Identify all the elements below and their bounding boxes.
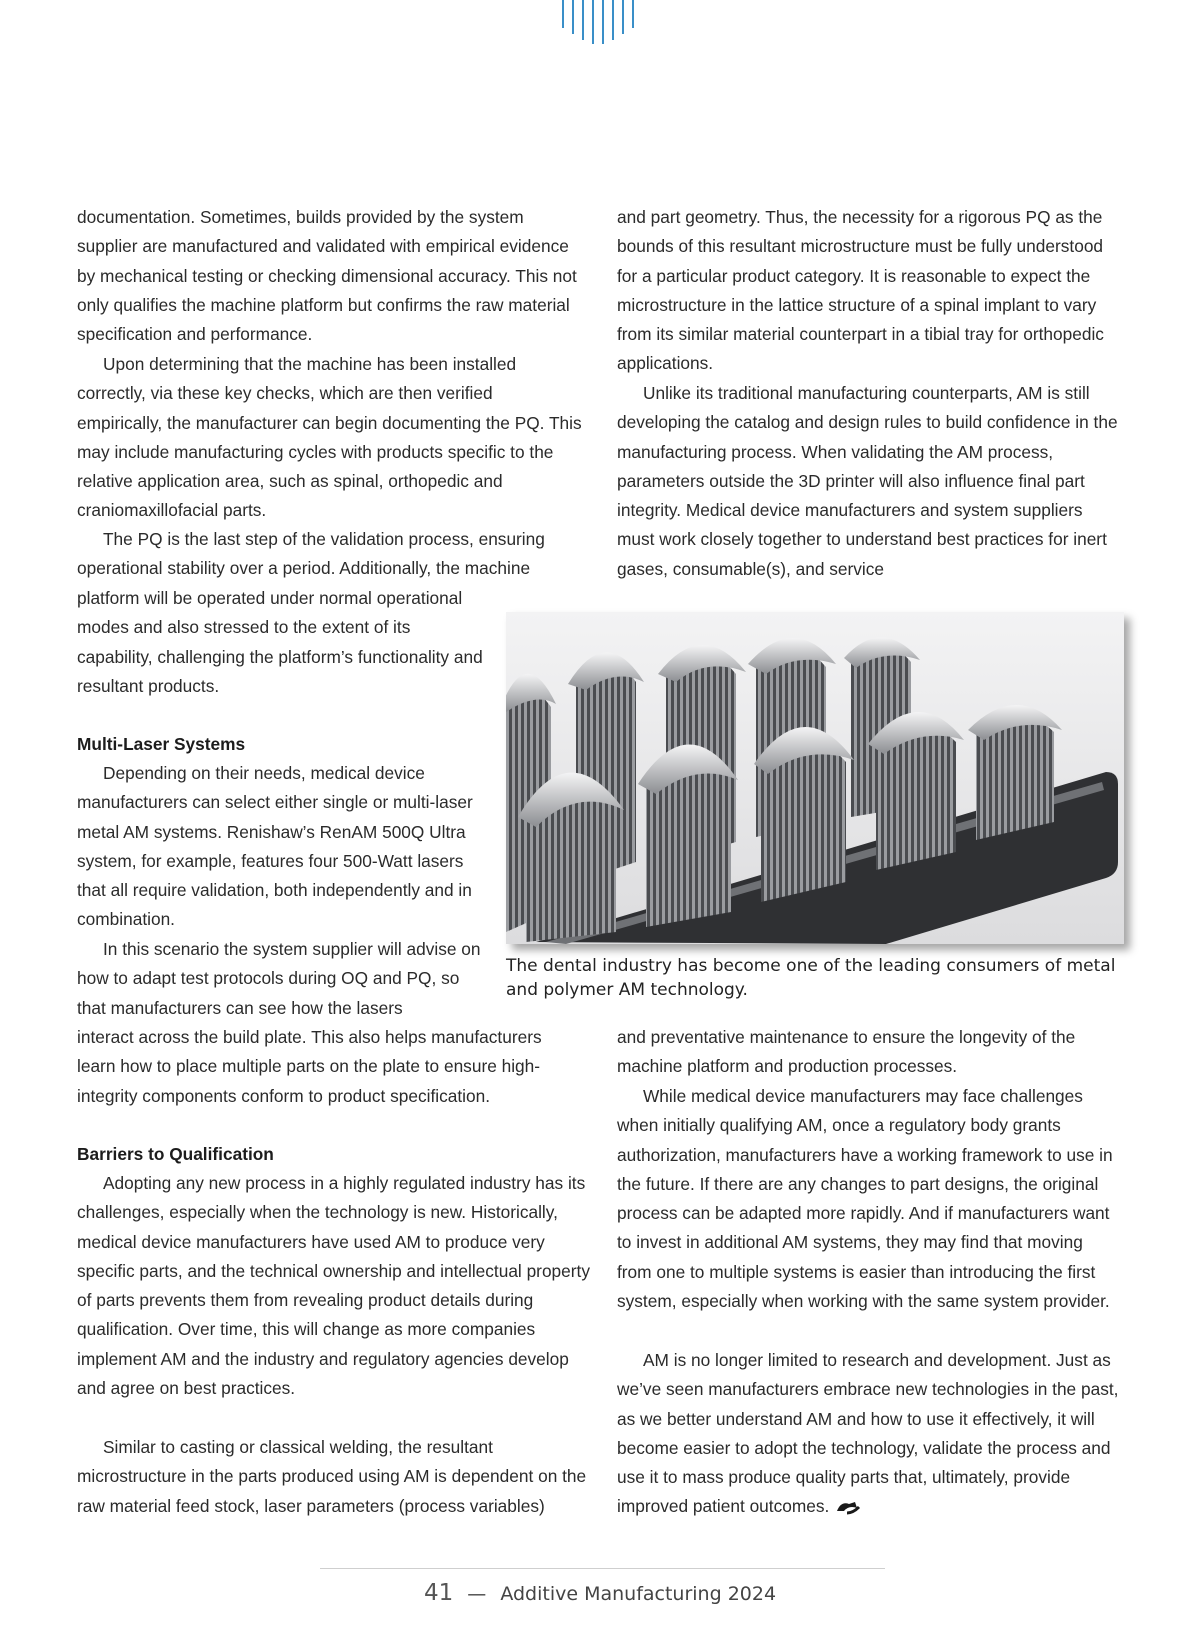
body-paragraph: While medical device manufacturers may face challenges when initially qualifying AM, once a regulatory body grants authorization, manufacturers have a working framework to use in the future. If there are any changes to part designs, the original process can be adapted more rapidly. And if manufacturers want to invest in additional AM systems, they may find that moving from one to multiple systems is easier than introducing the first system, especially when working with the same system provider. <box>617 1086 1113 1312</box>
body-paragraph: interact across the build plate. This also helps manufacturers learn how to place multiple parts on the plate to ensure high-integrity components conform to product specification. <box>77 1027 542 1106</box>
body-paragraph: Depending on their needs, medical device manufacturers can select either single or multi-laser metal AM systems. Renishaw’s RenAM 500Q Ultra system, for example, features four 500-Watt lasers that all require validation, both independently and in combination. <box>77 763 473 930</box>
body-paragraph: platform will be operated under normal operational modes and also stressed to the extent of its capability, challenging the platform’s functionality and resultant products. <box>77 588 483 696</box>
body-text: AM is no longer limited to research and development. Just as we’ve seen manufacturers embrace new technologies in the past, as we better understand AM and how to use it effectively, it will become easier to adopt the technology, validate the process and use it to mass produce quality parts that, ultimately, provide improved patient outcomes. <box>617 1350 1119 1517</box>
body-paragraph: documentation. Sometimes, builds provided by the system supplier are manufactured and validated with empirical evidence by mechanical testing or checking dimensional accuracy. This not only qualifies the machine platform but confirms the raw material specification and performance. <box>77 207 577 345</box>
body-paragraph: The PQ is the last step of the validation process, ensuring operational stability over a period. Additionally, the machine <box>77 529 545 579</box>
section-heading-multi-laser: Multi-Laser Systems <box>77 734 246 754</box>
figure-caption: The dental industry has become one of the leading consumers of metal and polymer AM technology. <box>506 956 1116 1000</box>
page-number: 41 <box>423 1580 454 1606</box>
body-paragraph: Similar to casting or classical welding, the resultant microstructure in the parts produced using AM is dependent on the raw material feed stock, laser parameters (process variables) <box>77 1437 587 1516</box>
body-paragraph: and preventative maintenance to ensure the longevity of the machine platform and production processes. <box>617 1027 1076 1077</box>
publication-title: Additive Manufacturing 2024 <box>500 1583 777 1605</box>
body-paragraph: Adopting any new process in a highly regulated industry has its challenges, especially when the technology is new. Historically, medical device manufacturers have used AM to produce very specific parts, and the technical ownership and intellectual property of parts prevents them from revealing product details during qualification. Over time, this will change as more companies implement AM and the industry and regulatory agencies develop and agree on best practices. <box>77 1173 590 1399</box>
body-paragraph: and part geometry. Thus, the necessity for a rigorous PQ as the bounds of this resultant microstructure must be fully understood for a particular product category. It is reasonable to expect the microstructure in the lattice structure of a spinal implant to vary from its similar material counterpart in a tibial tray for orthopedic applications. <box>617 207 1104 374</box>
body-paragraph: Unlike its traditional manufacturing counterparts, AM is still developing the catalog and design rules to build confidence in the manufacturing process. When validating the AM process, parameters outside the 3D printer will also influence final part integrity. Medical device manufacturers and system suppliers must work closely together to understand best practices for inert gases, consumable(s), and service <box>617 383 1118 579</box>
header-lines-icon <box>560 0 644 48</box>
body-paragraph: In this scenario the system supplier will advise on how to adapt test protocols during OQ and PQ, so that manufacturers can see how the lasers <box>77 939 481 1018</box>
footer-divider <box>320 1568 885 1569</box>
section-heading-barriers: Barriers to Qualification <box>77 1144 274 1164</box>
page-footer <box>0 1580 1200 1606</box>
body-paragraph <box>617 1346 1122 1522</box>
body-paragraph: Upon determining that the machine has been installed correctly, via these key checks, which are then verified empirically, the manufacturer can begin documenting the PQ. This may include manufacturing cycles with products specific to the relative application area, such as spinal, orthopedic and craniomaxillofacial parts. <box>77 354 582 521</box>
footer-separator: — <box>467 1583 487 1605</box>
dental-implants-photo <box>506 612 1124 944</box>
end-of-article-icon <box>835 1499 861 1515</box>
